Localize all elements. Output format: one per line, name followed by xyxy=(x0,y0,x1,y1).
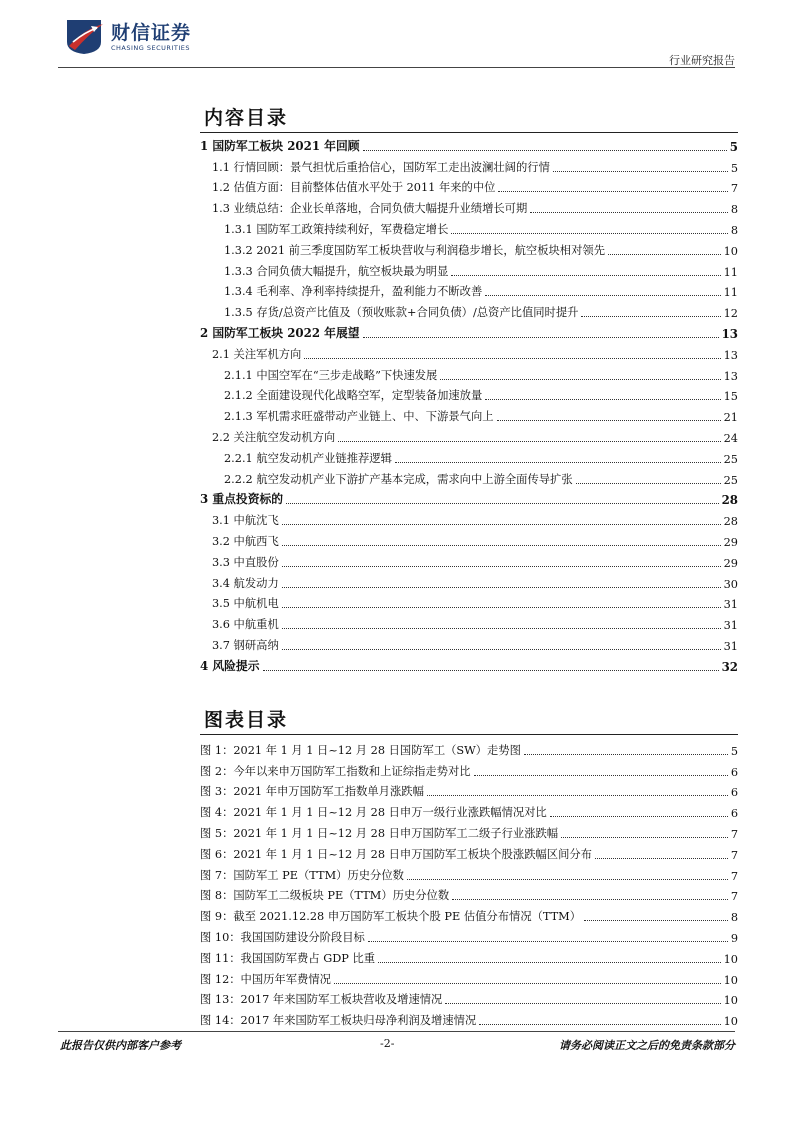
figure-entry[interactable] xyxy=(200,843,738,864)
toc-entry-title: 3.6 中航重机 xyxy=(212,618,279,632)
figures-title-divider xyxy=(200,734,738,735)
logo-text-cn: 财信证券 xyxy=(111,22,192,44)
figure-entry-page: 10 xyxy=(723,973,738,987)
toc-entry-title: 3 重点投资标的 xyxy=(200,492,284,507)
dot-leader xyxy=(395,462,721,463)
toc-entry[interactable] xyxy=(200,572,738,593)
toc-entry-title: 2.1.1 中国空军在“三步走战略”下快速发展 xyxy=(224,368,438,382)
toc-entry-page: 15 xyxy=(723,390,738,404)
toc-entry-title: 1.3.1 国防军工政策持续利好，军费稳定增长 xyxy=(224,222,449,236)
toc-entry-page: 12 xyxy=(723,307,738,321)
figure-entry[interactable] xyxy=(200,905,738,926)
toc-entry-title: 2.1.2 全面建设现代化战略空军，定型装备加速放量 xyxy=(224,389,483,403)
dot-leader xyxy=(286,503,718,504)
toc-entry-page: 30 xyxy=(723,577,738,591)
toc-entry-title: 2 国防军工板块 2022 年展望 xyxy=(200,325,360,340)
figure-entry-page: 6 xyxy=(730,786,738,800)
dot-leader xyxy=(282,607,721,608)
toc-entry[interactable] xyxy=(200,447,738,468)
figure-entry-title: 图 2：今年以来申万国防军工指数和上证综指走势对比 xyxy=(200,764,471,778)
dot-leader xyxy=(338,441,720,442)
footer-disclaimer-right: 请务必阅读正文之后的免责条款部分 xyxy=(559,1039,735,1052)
figure-entry-title: 图 10：我国国防建设分阶段目标 xyxy=(200,930,365,944)
toc-list xyxy=(200,135,738,676)
toc-entry-page: 5 xyxy=(729,139,738,154)
toc-entry-page: 13 xyxy=(721,326,738,341)
dot-leader xyxy=(530,212,728,213)
toc-title-divider xyxy=(200,132,738,133)
dot-leader xyxy=(304,358,720,359)
page-number: -2- xyxy=(380,1037,395,1050)
toc-entry-page: 29 xyxy=(723,556,738,570)
dot-leader xyxy=(452,899,728,900)
toc-entry-page: 31 xyxy=(723,598,738,612)
toc-entry[interactable] xyxy=(200,468,738,489)
figure-entry-page: 7 xyxy=(730,848,738,862)
toc-entry-title: 1.2 估值方面：目前整体估值水平处于 2011 年来的中位 xyxy=(212,181,496,195)
dot-leader xyxy=(427,795,728,796)
toc-entry[interactable] xyxy=(200,156,738,177)
figure-entry-page: 6 xyxy=(730,765,738,779)
dot-leader xyxy=(485,295,720,296)
page-header xyxy=(0,0,793,72)
figure-entry-title: 图 6：2021 年 1 月 1 日~12 月 28 日申万国防军工板块个股涨跌幅区间分布 xyxy=(200,847,592,861)
figure-entry-page: 5 xyxy=(730,744,738,758)
toc-entry[interactable] xyxy=(200,239,738,260)
toc-entry[interactable] xyxy=(200,551,738,572)
figure-entry-page: 10 xyxy=(723,1015,738,1029)
figure-entry-page: 8 xyxy=(730,911,738,925)
figure-entry[interactable] xyxy=(200,864,738,885)
toc-entry-page: 11 xyxy=(723,265,738,279)
toc-entry-page: 21 xyxy=(723,411,738,425)
figure-entry-page: 10 xyxy=(723,952,738,966)
dot-leader xyxy=(550,816,728,817)
footer-divider xyxy=(58,1031,735,1032)
dot-leader xyxy=(497,420,721,421)
toc-entry[interactable] xyxy=(200,593,738,614)
toc-entry-title: 2.1 关注军机方向 xyxy=(212,347,302,361)
toc-entry-page: 28 xyxy=(721,493,738,508)
figure-entry-title: 图 9：截至 2021.12.28 申万国防军工板块个股 PE 估值分布情况（TTM） xyxy=(200,910,582,924)
dot-leader xyxy=(581,316,720,317)
dot-leader xyxy=(474,775,728,776)
dot-leader xyxy=(451,275,720,276)
figure-entry-page: 6 xyxy=(730,807,738,821)
toc-entry[interactable] xyxy=(200,301,738,322)
toc-entry-title: 1.3.3 合同负债大幅提升，航空板块最为明显 xyxy=(224,264,449,278)
figure-entry[interactable] xyxy=(200,989,738,1010)
dot-leader xyxy=(608,254,721,255)
toc-entry-page: 25 xyxy=(723,452,738,466)
toc-entry-page: 5 xyxy=(730,161,738,175)
toc-entry-page: 13 xyxy=(723,348,738,362)
figure-entry[interactable] xyxy=(200,739,738,760)
toc-entry[interactable] xyxy=(200,135,738,156)
logo-text-en: CHASING SECURITIES xyxy=(111,44,190,52)
figure-entry[interactable] xyxy=(200,801,738,822)
dot-leader xyxy=(561,837,728,838)
toc-entry-page: 29 xyxy=(723,535,738,549)
figure-entry-title: 图 13：2017 年来国防军工板块营收及增速情况 xyxy=(200,993,443,1007)
toc-entry-title: 1.3.5 存货/总资产比值及（预收账款+合同负债）/总资产比值同时提升 xyxy=(224,306,579,320)
toc-entry-title: 1.3 业绩总结：企业长单落地，合同负债大幅提升业绩增长可期 xyxy=(212,202,528,216)
toc-entry-page: 25 xyxy=(723,473,738,487)
footer-disclaimer-left: 此报告仅供内部客户参考 xyxy=(60,1039,181,1052)
toc-entry[interactable] xyxy=(200,426,738,447)
dot-leader xyxy=(498,191,727,192)
figure-entry-page: 9 xyxy=(730,931,738,945)
toc-entry[interactable] xyxy=(200,218,738,239)
toc-entry-page: 11 xyxy=(723,286,738,300)
toc-entry-title: 2.2 关注航空发动机方向 xyxy=(212,430,336,444)
toc-entry[interactable] xyxy=(200,655,738,676)
toc-entry-page: 8 xyxy=(730,203,738,217)
dot-leader xyxy=(282,649,721,650)
logo-mark-icon xyxy=(63,16,105,56)
dot-leader xyxy=(282,566,721,567)
dot-leader xyxy=(378,962,721,963)
dot-leader xyxy=(485,399,720,400)
figure-entry-title: 图 7：国防军工 PE（TTM）历史分位数 xyxy=(200,868,404,882)
toc-entry[interactable] xyxy=(200,509,738,530)
report-type-label: 行业研究报告 xyxy=(669,54,735,67)
figure-entry-title: 图 1：2021 年 1 月 1 日~12 月 28 日国防军工（SW）走势图 xyxy=(200,743,521,757)
dot-leader xyxy=(553,171,728,172)
toc-entry[interactable] xyxy=(200,530,738,551)
toc-entry-title: 3.5 中航机电 xyxy=(212,597,279,611)
dot-leader xyxy=(595,858,728,859)
figure-entry-title: 图 11：我国国防军费占 GDP 比重 xyxy=(200,951,376,965)
dot-leader xyxy=(282,545,721,546)
dot-leader xyxy=(584,920,728,921)
dot-leader xyxy=(334,983,721,984)
dot-leader xyxy=(282,524,721,525)
figure-entry[interactable] xyxy=(200,885,738,906)
toc-entry-title: 3.7 钢研高纳 xyxy=(212,638,279,652)
figure-entry-title: 图 14：2017 年来国防军工板块归母净利润及增速情况 xyxy=(200,1014,477,1028)
dot-leader xyxy=(363,150,727,151)
toc-entry-title: 3.1 中航沈飞 xyxy=(212,514,279,528)
toc-entry[interactable] xyxy=(200,197,738,218)
toc-entry[interactable] xyxy=(200,405,738,426)
figure-entry[interactable] xyxy=(200,926,738,947)
figure-entry-page: 7 xyxy=(730,869,738,883)
figure-entry-page: 7 xyxy=(730,827,738,841)
figure-entry-title: 图 5：2021 年 1 月 1 日~12 月 28 日申万国防军工二级子行业涨跌幅 xyxy=(200,826,559,840)
toc-entry[interactable] xyxy=(200,343,738,364)
dot-leader xyxy=(282,628,721,629)
toc-entry-title: 1.3.2 2021 前三季度国防军工板块营收与利润稳步增长，航空板块相对领先 xyxy=(224,243,605,257)
toc-entry-title: 1.3.4 毛利率、净利率持续提升，盈利能力不断改善 xyxy=(224,285,483,299)
dot-leader xyxy=(445,1003,720,1004)
figures-title: 图表目录 xyxy=(204,709,289,731)
figure-entry[interactable] xyxy=(200,822,738,843)
toc-entry[interactable] xyxy=(200,613,738,634)
dot-leader xyxy=(576,483,721,484)
toc-entry-title: 3.4 航发动力 xyxy=(212,576,279,590)
toc-entry[interactable] xyxy=(200,634,738,655)
dot-leader xyxy=(440,379,720,380)
toc-entry[interactable] xyxy=(200,364,738,385)
toc-entry-title: 2.2.1 航空发动机产业链推荐逻辑 xyxy=(224,451,392,465)
figure-entry[interactable] xyxy=(200,968,738,989)
figure-entry-title: 图 4：2021 年 1 月 1 日~12 月 28 日申万一级行业涨跌幅情况对比 xyxy=(200,806,547,820)
toc-entry-title: 1.1 行情回顾：景气担忧后重拾信心，国防军工走出波澜壮阔的行情 xyxy=(212,160,550,174)
figure-entry-page: 10 xyxy=(723,994,738,1008)
toc-entry-page: 7 xyxy=(730,182,738,196)
toc-entry[interactable] xyxy=(200,385,738,406)
dot-leader xyxy=(282,587,721,588)
toc-entry-page: 31 xyxy=(723,619,738,633)
figure-entry[interactable] xyxy=(200,947,738,968)
toc-entry-title: 4 风险提示 xyxy=(200,658,260,673)
toc-entry[interactable] xyxy=(200,322,738,343)
toc-entry-page: 32 xyxy=(721,659,738,674)
dot-leader xyxy=(363,337,719,338)
toc-entry[interactable] xyxy=(200,281,738,302)
toc-entry-page: 31 xyxy=(723,639,738,653)
toc-entry-page: 28 xyxy=(723,515,738,529)
toc-title: 内容目录 xyxy=(204,107,289,129)
toc-entry-page: 10 xyxy=(723,244,738,258)
toc-entry-title: 3.3 中直股份 xyxy=(212,555,279,569)
toc-entry-title: 2.2.2 航空发动机产业下游扩产基本完成，需求向中上游全面传导扩张 xyxy=(224,472,573,486)
toc-entry-title: 3.2 中航西飞 xyxy=(212,534,279,548)
toc-entry-title: 1 国防军工板块 2021 年回顾 xyxy=(200,138,360,153)
figure-entry-title: 图 8：国防军工二级板块 PE（TTM）历史分位数 xyxy=(200,889,450,903)
dot-leader xyxy=(451,233,727,234)
figure-entry-title: 图 12：中国历年军费情况 xyxy=(200,972,331,986)
header-divider xyxy=(58,67,735,68)
dot-leader xyxy=(524,754,728,755)
figures-list xyxy=(200,739,738,1030)
dot-leader xyxy=(263,670,719,671)
toc-entry-title: 2.1.3 军机需求旺盛带动产业链上、中、下游景气向上 xyxy=(224,410,494,424)
figure-entry[interactable] xyxy=(200,1009,738,1030)
figure-entry-title: 图 3：2021 年申万国防军工指数单月涨跌幅 xyxy=(200,785,424,799)
dot-leader xyxy=(368,941,728,942)
toc-entry[interactable] xyxy=(200,489,738,510)
toc-entry-page: 8 xyxy=(730,223,738,237)
toc-entry-page: 13 xyxy=(723,369,738,383)
toc-entry[interactable] xyxy=(200,177,738,198)
dot-leader xyxy=(479,1024,720,1025)
toc-entry[interactable] xyxy=(200,260,738,281)
company-logo xyxy=(63,16,223,56)
dot-leader xyxy=(407,879,728,880)
figure-entry[interactable] xyxy=(200,760,738,781)
figure-entry-page: 7 xyxy=(730,890,738,904)
toc-entry-page: 24 xyxy=(723,431,738,445)
figure-entry[interactable] xyxy=(200,781,738,802)
